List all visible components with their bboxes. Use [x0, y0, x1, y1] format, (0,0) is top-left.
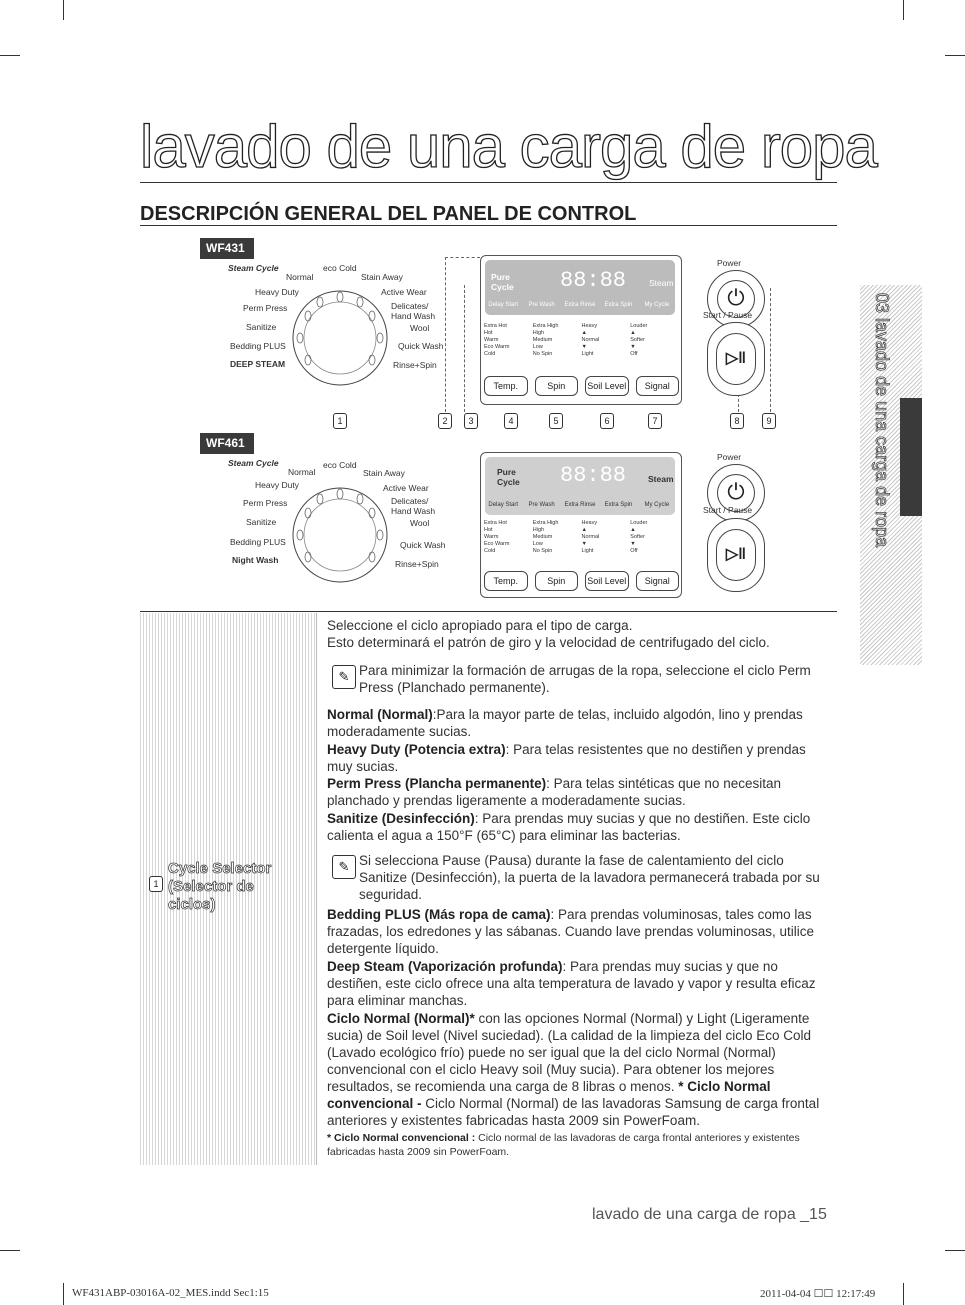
- start-pause-label-wf461: Start / Pause: [703, 505, 753, 515]
- para-sanitize: Sanitize (Desinfección): Para prendas muy sucias y que no destiñen. Este ciclo calienta el agua a 150°F (65°C) para eliminar las bacterias.: [327, 811, 811, 843]
- signal-option: Softer: [630, 337, 645, 343]
- callout-leader: [464, 285, 465, 412]
- signal-option: ▲: [630, 527, 636, 533]
- signal-option: ▲: [630, 330, 636, 336]
- crop-mark: [945, 55, 965, 56]
- temp-column: [484, 520, 533, 555]
- cycle-dial-wf431[interactable]: [290, 288, 390, 388]
- temp-option: Cold: [484, 548, 496, 554]
- temp-option: Extra Hot: [484, 520, 507, 526]
- soil-option: Normal: [581, 534, 600, 540]
- pure-cycle-label[interactable]: Pure Cycle: [497, 467, 520, 487]
- label-number: 1: [149, 876, 163, 892]
- temp-button[interactable]: Temp.: [484, 376, 528, 396]
- power-label-wf431: Power: [717, 258, 742, 268]
- crop-mark: [903, 0, 904, 20]
- para-heavy-duty: Heavy Duty (Potencia extra): Para telas resistentes que no destiñen y prendas muy sucias.: [327, 742, 806, 774]
- soil-column: [582, 323, 631, 358]
- soil-level-button[interactable]: Soil Level: [585, 571, 629, 591]
- dial-label-stain-away: Stain Away: [361, 272, 403, 282]
- option-columns-wf431: [484, 323, 679, 358]
- intro-line-2: Esto determinará el patrón de giro y la velocidad de centrifugado del ciclo.: [327, 635, 770, 650]
- spin-option: Medium: [532, 337, 553, 343]
- signal-button[interactable]: Signal: [636, 571, 680, 591]
- option-pre-wash[interactable]: Pre Wash: [528, 302, 555, 308]
- dial-label-wool: Wool: [410, 323, 430, 333]
- soil-option: Heavy: [581, 520, 598, 526]
- footnote: * Ciclo Normal convencional : Ciclo normal de las lavadoras de carga frontal anteriores y existentes fabricadas hasta 2009 sin PowerFoam.: [327, 1132, 800, 1158]
- soil-option: Light: [581, 351, 594, 357]
- steam-cycle-label: Steam Cycle: [228, 458, 279, 468]
- callout-leader: [445, 257, 446, 412]
- dial-label-normal: Normal: [286, 272, 314, 282]
- dial-label-active-wear: Active Wear: [383, 483, 429, 493]
- spin-option: Extra High: [532, 323, 559, 329]
- callout-5: 5: [549, 413, 563, 429]
- print-timestamp: 2011-04-04 ☐☐ 12:17:49: [760, 1288, 876, 1300]
- steam-cycle-label: Steam Cycle: [228, 263, 279, 273]
- para-normal: Normal (Normal):Para la mayor parte de telas, incluido algodón, lino y prendas moderadamente sucias.: [327, 707, 803, 739]
- steam-label[interactable]: Steam: [649, 278, 674, 288]
- model-badge-wf431: WF431: [200, 238, 254, 259]
- spin-column: [533, 520, 582, 555]
- temp-option: Eco Warm: [484, 344, 510, 350]
- option-delay-start[interactable]: Delay Start: [488, 302, 519, 308]
- temp-option: Cold: [484, 351, 496, 357]
- option-delay-start[interactable]: Delay Start: [488, 502, 519, 508]
- soil-option: Light: [581, 548, 594, 554]
- temp-column: [484, 323, 533, 358]
- cycle-dial-wf461[interactable]: [290, 485, 390, 585]
- signal-option: Louder: [630, 323, 648, 329]
- soil-option: Heavy: [581, 323, 598, 329]
- start-pause-button-wf461[interactable]: [707, 518, 765, 592]
- soil-option: ▲: [581, 330, 587, 336]
- callout-7: 7: [648, 413, 662, 429]
- signal-option: ▼: [630, 541, 636, 547]
- crop-mark: [903, 1283, 904, 1305]
- spin-option: Medium: [532, 534, 553, 540]
- signal-option: Softer: [630, 534, 645, 540]
- dial-label-quick-wash: Quick Wash: [398, 341, 444, 351]
- spin-option: No Spin: [532, 548, 553, 554]
- temp-option: Hot: [484, 330, 493, 336]
- options-row-wf431: [485, 300, 675, 314]
- callout-9: 9: [762, 413, 776, 429]
- spin-option: No Spin: [532, 351, 553, 357]
- callout-8: 8: [730, 413, 744, 429]
- option-extra-rinse[interactable]: Extra Rinse: [564, 502, 596, 508]
- crop-mark: [0, 1250, 20, 1251]
- buttons-row-wf431: [484, 376, 679, 396]
- dial-label-delicates: Delicates/ Hand Wash: [391, 301, 436, 321]
- intro-line-1: Seleccione el ciclo apropiado para el tipo de carga.: [327, 618, 633, 633]
- options-row-wf461: [485, 500, 675, 514]
- temp-button[interactable]: Temp.: [484, 571, 528, 591]
- buttons-row-wf461: [484, 571, 679, 591]
- dial-label-delicates: Delicates/ Hand Wash: [391, 496, 436, 516]
- title-underline: [140, 182, 837, 183]
- eco-cold-label: eco Cold: [323, 460, 357, 470]
- spin-button[interactable]: Spin: [535, 376, 579, 396]
- callout-2: 2: [438, 413, 452, 429]
- soil-column: [582, 520, 631, 555]
- option-my-cycle[interactable]: My Cycle: [644, 302, 670, 308]
- signal-button[interactable]: Signal: [636, 376, 680, 396]
- side-tab-label: 03 lavado de una carga de ropa: [872, 293, 892, 548]
- soil-level-button[interactable]: Soil Level: [585, 376, 629, 396]
- dial-label-sanitize: Sanitize: [246, 517, 277, 527]
- temp-option: Warm: [484, 534, 499, 540]
- start-pause-button-wf431[interactable]: [707, 322, 765, 396]
- soil-option: Normal: [581, 337, 600, 343]
- crop-mark: [63, 1283, 64, 1305]
- dial-label-night-wash: Night Wash: [232, 555, 279, 565]
- play-pause-icon: ▷‖: [716, 529, 756, 581]
- signal-option: ▼: [630, 344, 636, 350]
- start-pause-label-wf431: Start / Pause: [703, 310, 753, 320]
- crop-mark: [945, 1250, 965, 1251]
- pure-cycle-label[interactable]: Pure Cycle: [491, 272, 514, 292]
- display-digits: 88:88: [560, 268, 627, 293]
- print-file-info: WF431ABP-03016A-02_MES.indd Sec1:15: [72, 1287, 269, 1299]
- dial-label-normal: Normal: [288, 467, 316, 477]
- dial-label-quick-wash: Quick Wash: [400, 540, 446, 550]
- para-ciclo-normal: Ciclo Normal (Normal)* con las opciones Normal (Normal) y Light (Ligeramente sucia) de Soil level (Nivel suciedad). (La calidad de la limpieza del ciclo Eco Cold (Lavado ecológico frío) puede no ser igual que la del ciclo Normal (Normal) convencional con el ciclo Heavy soil (Muy sucia). Para obtener los mejores resultados, se recomienda una carga de 8 libras o menos. * Ciclo Normal convencional - Ciclo Normal (Normal) de las lavadoras Samsung de carga frontal anteriores y existentes fabricadas hasta 2009 sin PowerFoam.: [327, 1011, 820, 1128]
- steam-label[interactable]: Steam: [648, 474, 674, 484]
- soil-option: ▼: [581, 344, 587, 350]
- power-icon: ⏻: [717, 280, 755, 318]
- dial-label-sanitize: Sanitize: [246, 322, 277, 332]
- spin-option: High: [532, 330, 545, 336]
- power-icon: ⏻: [717, 474, 755, 512]
- power-label-wf461: Power: [717, 452, 742, 462]
- temp-option: Warm: [484, 337, 499, 343]
- temp-option: Extra Hot: [484, 323, 507, 329]
- para-deep-steam: Deep Steam (Vaporización profunda): Para prendas muy sucias y que no destiñen, este ciclo ofrece una alta temperatura de lavado y vapor y resulta eficaz para eliminar manchas.: [327, 959, 816, 1008]
- dial-label-bedding-plus: Bedding PLUS: [230, 341, 286, 351]
- spin-option: Low: [532, 541, 543, 547]
- content-divider: [140, 611, 837, 612]
- signal-column: [630, 323, 679, 358]
- section-heading: DESCRIPCIÓN GENERAL DEL PANEL DE CONTROL: [140, 203, 637, 225]
- callout-4: 4: [504, 413, 518, 429]
- dial-label-rinse-spin: Rinse+Spin: [393, 360, 437, 370]
- option-pre-wash[interactable]: Pre Wash: [528, 502, 555, 508]
- option-extra-spin[interactable]: Extra Spin: [604, 302, 633, 308]
- model-badge-wf461: WF461: [200, 433, 254, 454]
- spin-button[interactable]: Spin: [535, 571, 579, 591]
- soil-option: ▲: [581, 527, 587, 533]
- dial-label-active-wear: Active Wear: [381, 287, 427, 297]
- play-pause-icon: ▷‖: [716, 333, 756, 385]
- eco-cold-label: eco Cold: [323, 263, 357, 273]
- dial-label-bedding-plus: Bedding PLUS: [230, 537, 286, 547]
- para-perm-press: Perm Press (Plancha permanente): Para telas sintéticas que no necesitan planchado y prendas ligeramente a moderadamente sucias.: [327, 776, 781, 808]
- option-columns-wf461: [484, 520, 679, 555]
- dial-label-heavy-duty: Heavy Duty: [255, 287, 299, 297]
- temp-option: Eco Warm: [484, 541, 510, 547]
- crop-mark: [0, 55, 20, 56]
- spin-column: [533, 323, 582, 358]
- callout-3: 3: [464, 413, 478, 429]
- signal-column: [630, 520, 679, 555]
- note-icon: ✎: [332, 665, 356, 689]
- dial-label-stain-away: Stain Away: [363, 468, 405, 478]
- dial-label-deep-steam: DEEP STEAM: [230, 359, 286, 369]
- spin-option: Low: [532, 344, 543, 350]
- callout-leader: [445, 257, 480, 258]
- spin-option: Extra High: [532, 520, 559, 526]
- side-tab-active: [900, 398, 922, 516]
- crop-mark: [63, 0, 64, 20]
- note-perm-press: Para minimizar la formación de arrugas de la ropa, seleccione el ciclo Perm Press (Planchado permanente).: [359, 663, 811, 695]
- dial-label-heavy-duty: Heavy Duty: [255, 480, 299, 490]
- page-title: lavado de una carga de ropa: [140, 113, 877, 180]
- signal-option: Louder: [630, 520, 648, 526]
- note-sanitize: Si selecciona Pause (Pausa) durante la fase de calentamiento del ciclo Sanitize (Desinfección), la puerta de la lavadora permanecerá trabada por su seguridad.: [359, 853, 820, 902]
- para-bedding-plus: Bedding PLUS (Más ropa de cama): Para prendas voluminosas, tales como las frazadas, los edredones y las sábanas. Cuando lave prendas voluminosas, utilice detergente líquido.: [327, 907, 815, 956]
- option-extra-spin[interactable]: Extra Spin: [604, 502, 633, 508]
- dial-label-wool: Wool: [410, 518, 430, 528]
- spin-option: High: [532, 527, 545, 533]
- label-text: Cycle Selector (Selector de ciclos): [168, 860, 272, 913]
- label-column-border: [316, 613, 317, 1165]
- display-digits: 88:88: [560, 463, 627, 488]
- signal-option: Off: [630, 351, 638, 357]
- signal-option: Off: [630, 548, 638, 554]
- option-extra-rinse[interactable]: Extra Rinse: [564, 302, 596, 308]
- temp-option: Hot: [484, 527, 493, 533]
- option-my-cycle[interactable]: My Cycle: [644, 502, 670, 508]
- callout-1: 1: [333, 413, 347, 429]
- dial-label-perm-press: Perm Press: [243, 303, 288, 313]
- section-underline: [140, 225, 837, 226]
- dial-label-perm-press: Perm Press: [243, 498, 288, 508]
- note-icon: ✎: [332, 855, 356, 879]
- callout-6: 6: [600, 413, 614, 429]
- page-footer: lavado de una carga de ropa _15: [592, 1206, 827, 1223]
- callout-leader: [770, 288, 771, 412]
- soil-option: ▼: [581, 541, 587, 547]
- dial-label-rinse-spin: Rinse+Spin: [395, 559, 439, 569]
